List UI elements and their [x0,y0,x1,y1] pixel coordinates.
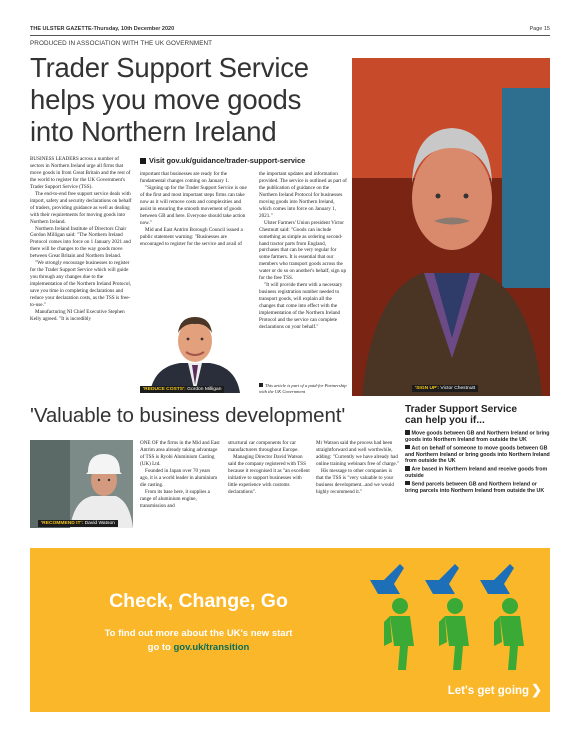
paragraph: Founded in Japan over 70 years ago, it is a world leader in aluminium die casting. [140,467,218,488]
tss-info-box [405,404,550,496]
watson-caption: 'RECOMMEND IT': David Watson [38,520,118,527]
walking-figures-icon [370,562,540,674]
gordon-milligan-photo [140,305,250,393]
paragraph: "We strongly encourage businesses to register for the Trader Support Service which will guide you through any changes due to the implementation of the Northern Ireland Protocol, save you time in completing declarations and reduce your declaration costs, as the TSS is free-to-use." [30,260,132,309]
paragraph: Manufacturing NI Chief Executive Stephen Kelly agreed. "It is incredibly [30,308,125,322]
list-item: Send parcels between GB and Northern Ireland or bring parcels into Northern Ireland from outside the UK [405,481,545,494]
visit-link[interactable]: Visit gov.uk/guidance/trader-support-service [140,156,305,165]
square-bullet-icon [140,158,146,164]
milligan-caption: 'REDUCE COSTS': Gordon Milligan [140,386,224,393]
article-column-4 [140,440,220,510]
article-column-1 [30,156,133,323]
chevron-right-icon: ❯ [531,682,542,697]
advert-title: Check, Change, Go [109,590,288,612]
list-item: Move goods between GB and Northern Ireland or bring goods into Northern Ireland from outside the UK [405,430,550,443]
chestnutt-caption: 'SIGN UP': Victor Chestnutt [412,385,478,392]
info-box-title: Trader Support Service can help you if... [405,404,518,426]
paragraph: His message to other companies is that the TSS is "very valuable to your business development...and we would highly recommend it." [316,467,394,495]
headline-line-3: into Northern Ireland [30,116,277,147]
paragraph: Ulster Farmers' Union president Victor Chestnutt said: "Goods can include something as simple as ordering second-hand tractor parts from England, purchases that can be very regular for some farmers. It is essential that our members who transport goods across the water or do so on another's behalf, sign up for the free TSS. [259,219,347,282]
article-column-5 [228,440,310,496]
transition-advert-banner [30,548,550,712]
headline-line-1: Trader Support Service [30,52,309,83]
paragraph: Northern Ireland Institute of Directors Chair Gordon Milligan said: "The Northern Ireland Protocol comes into force on 1 January 2021 and there will be changes to the way goods move between Great Britain and Northern Ireland. [30,225,131,260]
transition-link[interactable]: gov.uk/transition [173,642,250,653]
paragraph: The end-to-end free support service deals with import, safety and security declarations on behalf of traders, providing guidance as well as dealing with their requirements for moving goods into Northern Ireland. [30,190,132,225]
square-bullet-icon [405,430,410,435]
square-bullet-icon [405,445,410,450]
paragraph: BUSINESS LEADERS across a number of sectors in Northern Ireland urge all firms that move goods in from Great Britain and the rest of the world to register for the UK Government's Trader Support Service (TSS). [30,156,131,190]
list-item: Are based in Northern Ireland and receive goods from outside [405,466,548,479]
masthead-publication: THE ULSTER GAZETTE-Thursday, 10th December 2020 [30,26,175,32]
advert-text: To find out more about the UK's new start go to gov.uk/transition [104,628,293,653]
david-watson-photo [30,440,133,528]
paragraph: important that businesses are ready for the fundamental changes coming on January 1. [140,171,230,184]
paragraph: Mid and East Antrim Borough Council issued a public statement warning: "Businesses are encouraged to register for the service and avail of [140,226,243,247]
lets-get-going-link[interactable]: Let's get going ❯ [447,682,542,697]
article-column-2 [140,171,250,247]
list-item: Act on behalf of someone to move goods between GB and Northern Ireland or bring goods into Northern Ireland from outside the UK [405,445,550,465]
sub-headline: 'Valuable to business development' [30,404,346,427]
paragraph: the important updates and information provided. The service is outlined as part of the publication of guidance on the Northern Ireland Protocol for businesses moving goods into Northern Ireland, which comes into force on January 1, 2021." [259,171,347,219]
paragraph: ONE OF the firms in the Mid and East Antrim area already taking advantage of TSS is Ryobi Aluminium Casting (UK) Ltd. [140,440,220,467]
page-number: Page 15 [529,26,550,32]
article-column-3 [259,171,347,331]
paragraph: structural car components for car manufacturers throughout Europe. [228,440,299,453]
produced-label: PRODUCED IN ASSOCIATION WITH THE UK GOVERNMENT [30,40,213,47]
paragraph: Mr Watson said the process had been straightforward and well worthwhile, adding: "Currently we have already had online training webinars free of charge." [316,440,400,467]
info-box-list [405,430,550,494]
square-bullet-icon [405,481,410,486]
partnership-note: This article is part of a paid-for Partnership with the UK Government [259,383,347,394]
masthead-rule [30,35,550,36]
paragraph: "Signing up for the Trader Support Service is one of the first and most important steps firms can take now as it will remove costs and complexities and assist in ensuring the smooth movement of goods between GB and here. Everyone should take action now." [140,184,247,226]
square-bullet-icon [405,466,410,471]
headline-line-2: helps you move goods [30,84,302,115]
paragraph: Managing Director David Watson said the company registered with TSS because it recognised it as "an excellent initiative to support businesses with little experience with customs declarations". [228,453,310,495]
headline [30,52,345,148]
square-bullet-icon [259,383,263,387]
article-column-6 [316,440,400,496]
victor-chestnutt-photo [352,58,550,396]
paragraph: From its base here, it supplies a range of aluminium engine, transmission and [140,488,210,509]
paragraph: "It will provide them with a necessary business registration number needed to transport goods, will explain all the changes that come into effect with the implementation of the Northern Ireland Protocol and the service can complete declarations on your behalf." [259,282,343,330]
